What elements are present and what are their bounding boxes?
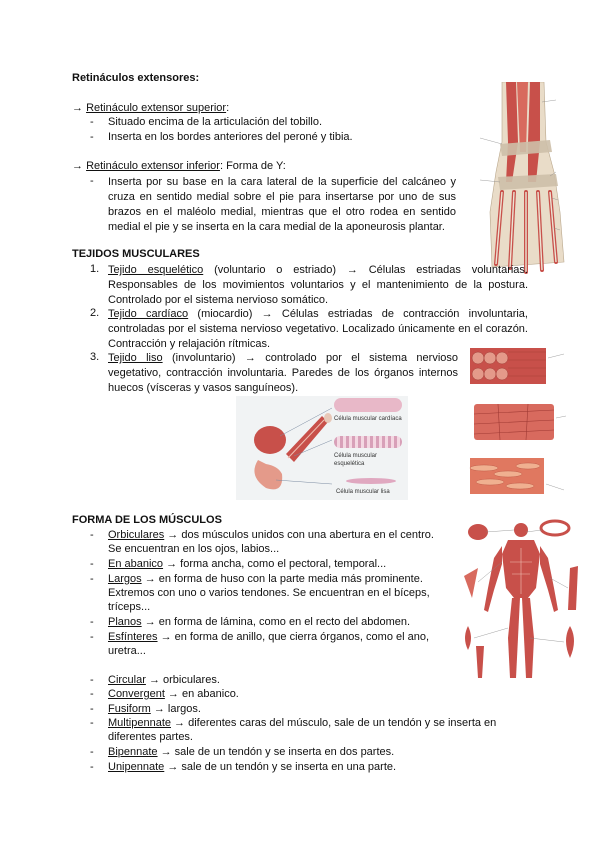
- list-item-unipennate: [108, 761, 396, 774]
- definition: → en forma de anillo, que cierra órganos, como el ano,: [157, 631, 430, 643]
- term: Fusiform: [108, 703, 151, 715]
- term: Planos: [108, 616, 142, 628]
- section-title-tejidos: TEJIDOS MUSCULARES: [72, 248, 200, 260]
- retinaculo-inferior-term: Retináculo extensor inferior: [86, 160, 220, 172]
- bullet-dash: -: [90, 116, 94, 128]
- term: Largos: [108, 573, 142, 585]
- list-item-continuation: Extremos con uno o varios tendones. Se encuentran en el bíceps,: [108, 587, 430, 599]
- list-number: 2.: [90, 307, 100, 319]
- list-item-continuation: uretra...: [108, 645, 146, 657]
- term: Tejido cardíaco: [108, 308, 189, 320]
- definition: → en abanico.: [164, 688, 239, 700]
- definition: → sale de un tendón y se inserta en dos partes.: [157, 746, 395, 758]
- bullet-dash: -: [90, 703, 94, 715]
- section-title-retinaculos: Retináculos extensores:: [72, 72, 200, 84]
- definition: → forma ancha, como el pectoral, temporal...: [163, 558, 387, 570]
- definition: → largos.: [150, 703, 201, 715]
- list-item-planos: [108, 616, 410, 629]
- list-item-tejido-cardiaco: [108, 307, 528, 352]
- retinaculo-inferior-heading: [72, 160, 286, 173]
- term: Orbiculares: [108, 529, 165, 541]
- definition: → sale de un tendón y se inserta en una parte.: [164, 761, 397, 773]
- term: Convergent: [108, 688, 165, 700]
- bullet-dash: -: [90, 631, 94, 643]
- term: Unipennate: [108, 761, 165, 773]
- term: En abanico: [108, 558, 164, 570]
- list-item-tejido-esqueletico: [108, 263, 528, 308]
- bullet-dash: -: [90, 558, 94, 570]
- definition: (voluntario o estriado) → Células estriadas voluntarias. Responsables de los movimientos voluntarios y el mantenimiento de la postura. Controlado por el sistema nervioso somático.: [108, 264, 528, 306]
- bullet-dash: -: [90, 175, 94, 187]
- term: Tejido liso: [108, 352, 163, 364]
- bullet-dash: -: [90, 616, 94, 628]
- list-item: Situado encima de la articulación del tobillo.: [108, 116, 323, 128]
- definition: (involuntario) → controlado por el sistema nervioso vegetativo, contracción involuntaria. Paredes de los órganos internos huecos (vísceras y vasos sanguíneos).: [108, 352, 458, 394]
- foot-anatomy-figure: [472, 82, 586, 282]
- term: Multipennate: [108, 717, 171, 729]
- arrow: →: [72, 160, 83, 172]
- figure-label-cardiac: Célula muscular cardíaca: [334, 416, 402, 422]
- bullet-dash: -: [90, 746, 94, 758]
- human-body-muscles: [484, 523, 558, 678]
- list-item-tejido-liso: [108, 351, 458, 396]
- list-item-bipennate: [108, 746, 394, 759]
- list-item: Inserta por su base en la cara lateral de la superficie del calcáneo y cruza en sentido medial sobre el pie para insertarse por uno de sus brazos en el maléolo medial, mientras que el otro rodea en sentido medial el pie y se inserta en la cara medial de la aponeurosis plantar.: [108, 176, 456, 233]
- definition: → dos músculos unidos con una abertura en el centro.: [164, 529, 434, 541]
- retinaculo-superior-term: Retináculo extensor superior: [86, 102, 227, 114]
- smooth-tissue-block: [470, 458, 544, 494]
- definition: (miocardio) → Células estriadas de contracción involuntaria, controladas por el sistema nervioso vegetativo. Localizado únicamente en el corazón. Contracción y relajación rítmicas.: [108, 308, 528, 350]
- list-item-esfinteres: [108, 631, 429, 644]
- list-item-continuation: diferentes partes.: [108, 731, 193, 743]
- colon: :: [226, 102, 230, 114]
- list-item: Inserta en los bordes anteriores del peroné y tibia.: [108, 131, 353, 143]
- definition: → orbiculares.: [145, 674, 220, 686]
- cardiac-cell-illustration: [334, 398, 402, 412]
- term: Tejido esquelético: [108, 264, 204, 276]
- bullet-dash: -: [90, 688, 94, 700]
- term: Bipennate: [108, 746, 158, 758]
- retinaculo-superior-heading: [72, 102, 229, 115]
- arrow: →: [72, 102, 83, 114]
- heading-rest: : Forma de Y:: [219, 160, 286, 172]
- figure-label-skeletal: Célula muscular esquelética: [334, 453, 378, 467]
- term: Esfínteres: [108, 631, 158, 643]
- figure-label-smooth: Célula muscular lisa: [336, 489, 390, 495]
- definition: → diferentes caras del músculo, sale de un tendón y se inserta en: [171, 717, 497, 729]
- list-item-continuation: tríceps...: [108, 601, 151, 613]
- list-item-largos: [108, 573, 423, 586]
- list-item-continuation: Se encuentran en los ojos, labios...: [108, 543, 280, 555]
- list-item-fusiform: [108, 703, 201, 716]
- bullet-dash: -: [90, 674, 94, 686]
- term: Circular: [108, 674, 146, 686]
- tissue-blocks-figure: [468, 344, 570, 502]
- list-number: 3.: [90, 351, 100, 363]
- definition: → en forma de huso con la parte media más prominente.: [141, 573, 423, 585]
- smooth-cell-illustration: [346, 478, 396, 484]
- bullet-dash: -: [90, 717, 94, 729]
- definition: → en forma de lámina, como en el recto del abdomen.: [141, 616, 411, 628]
- bullet-dash: -: [90, 573, 94, 585]
- muscle-shapes-figure: [458, 518, 584, 690]
- tissue-types-figure: [236, 396, 408, 500]
- bullet-dash: -: [90, 131, 94, 143]
- section-title-forma: FORMA DE LOS MÚSCULOS: [72, 514, 222, 526]
- list-item-abanico: [108, 558, 386, 571]
- list-item-convergent: [108, 688, 239, 701]
- bullet-dash: -: [90, 529, 94, 541]
- list-number: 1.: [90, 263, 100, 275]
- list-item-multipennate: [108, 717, 496, 730]
- skeletal-tissue-block: [470, 348, 546, 384]
- skeletal-cell-illustration: [334, 436, 402, 448]
- list-item-circular: [108, 674, 220, 687]
- list-item-orbiculares: [108, 529, 434, 542]
- cardiac-tissue-block: [474, 404, 554, 440]
- bullet-dash: -: [90, 761, 94, 773]
